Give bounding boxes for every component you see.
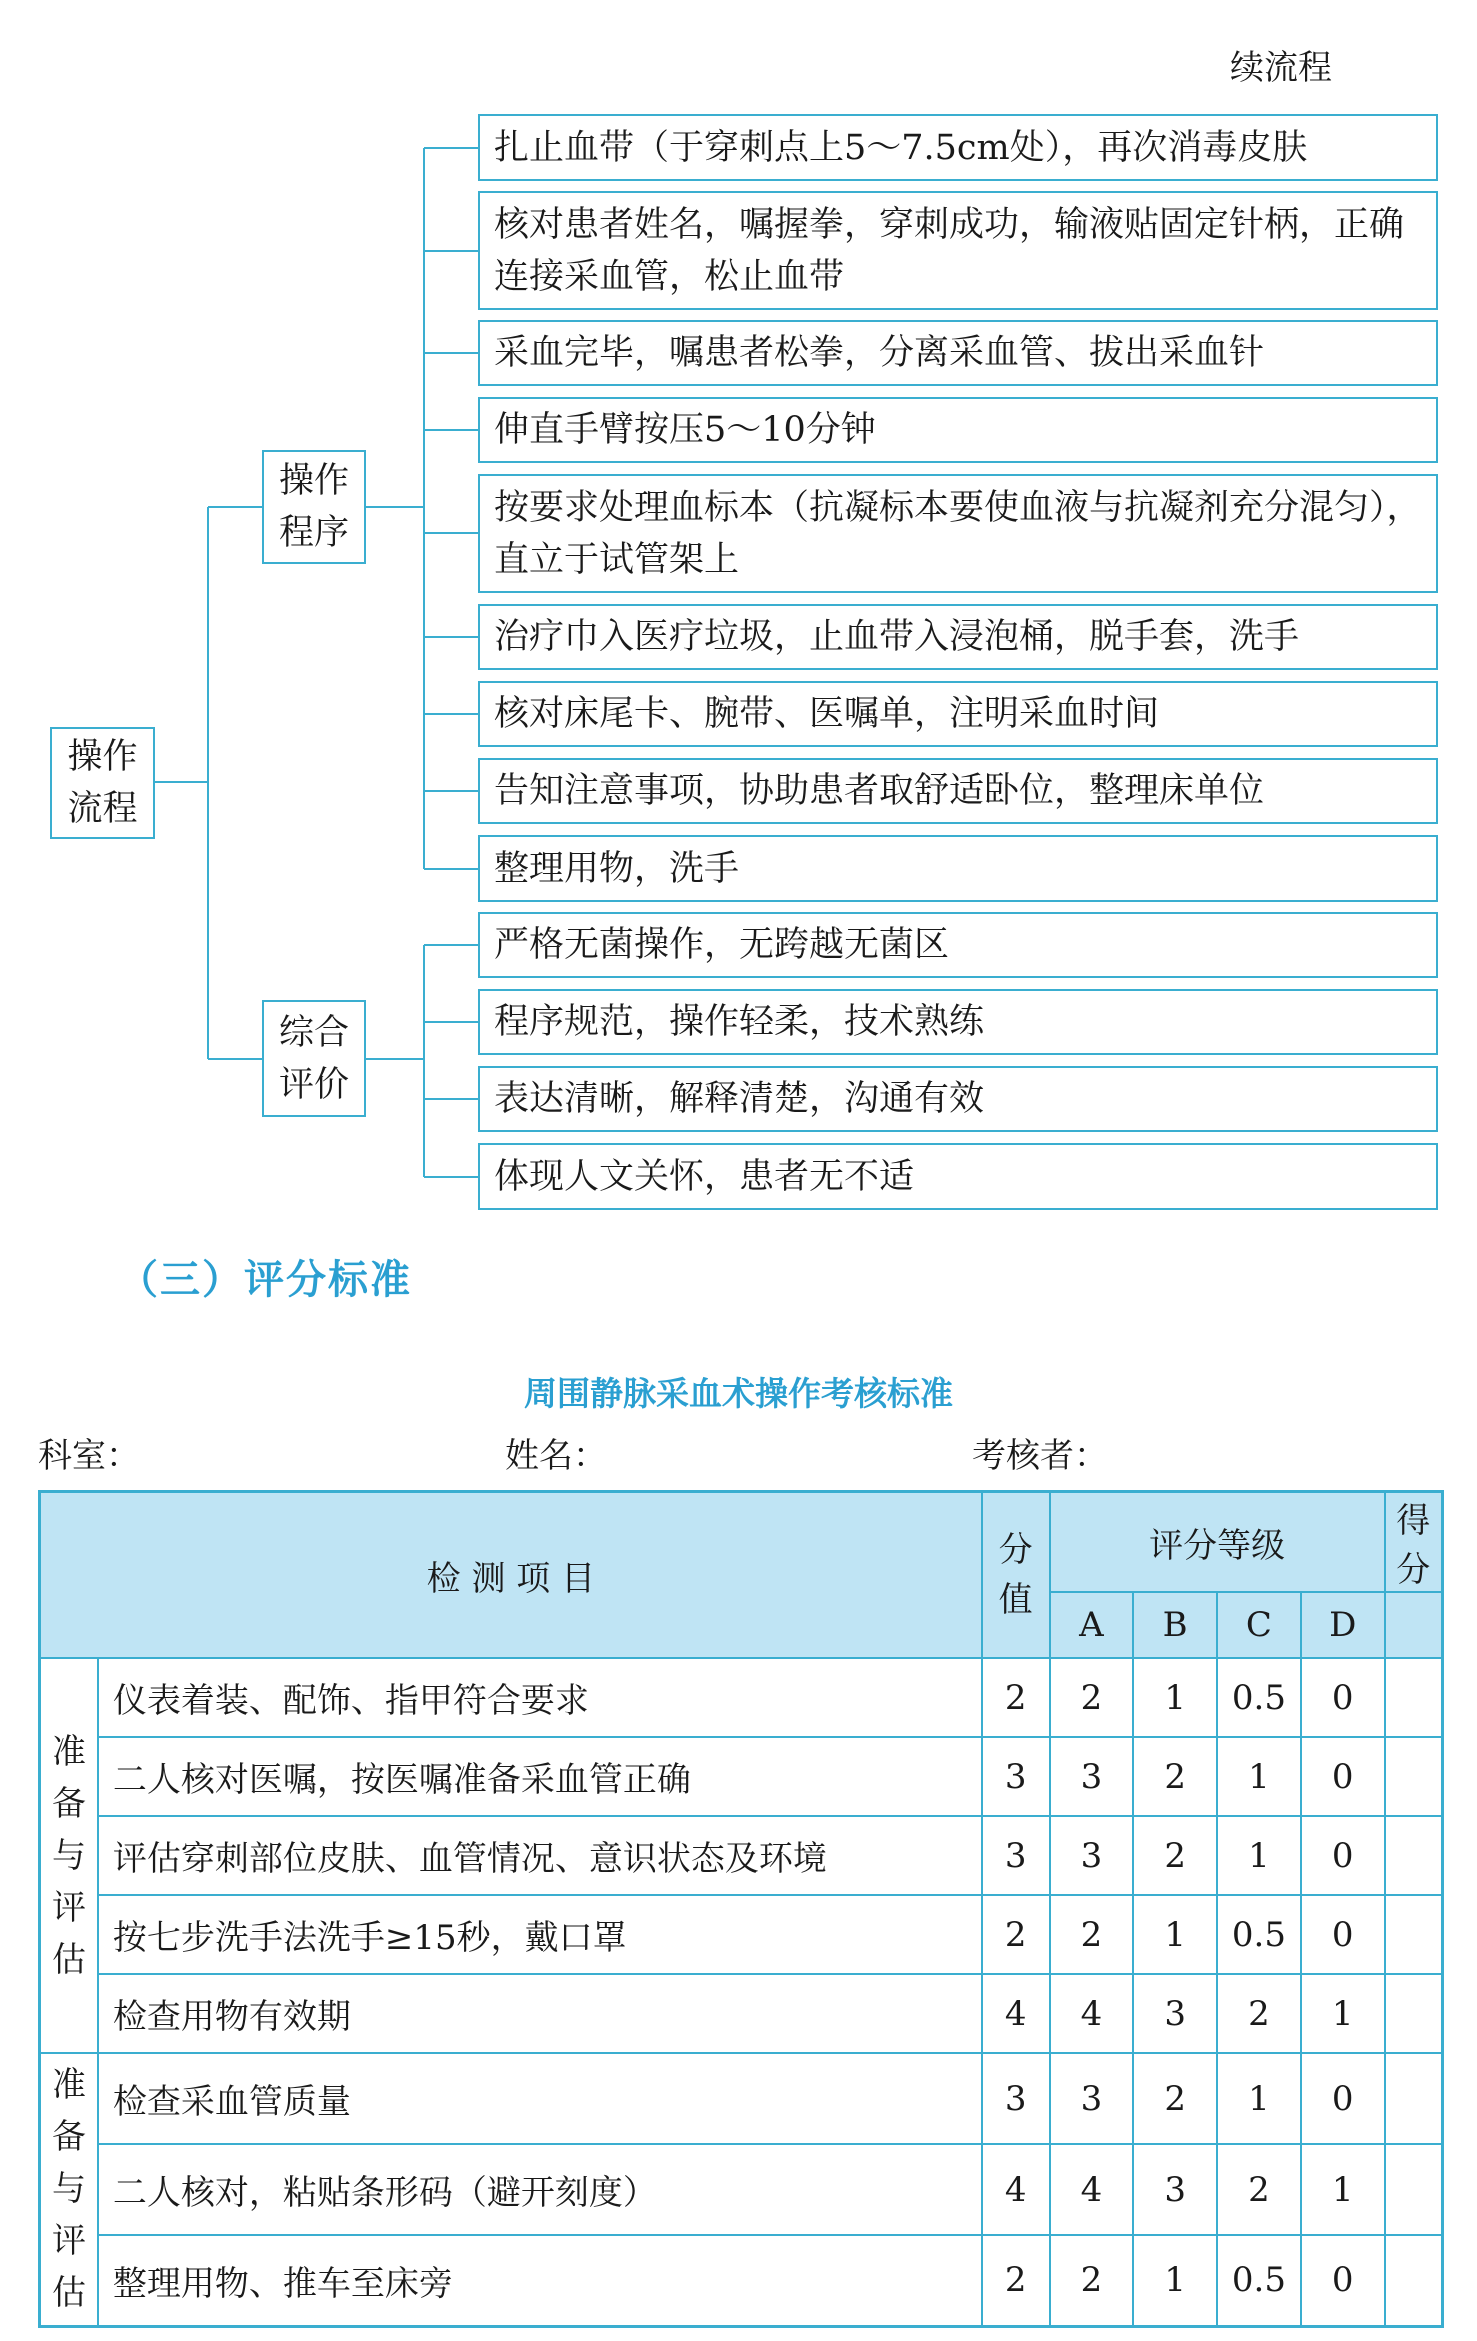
grade-a-cell: 3 [1050, 2053, 1134, 2144]
procedure-step-3 [478, 320, 1438, 386]
grade-a-cell: 4 [1050, 1974, 1134, 2053]
category-cell [40, 1658, 98, 2053]
grade-c-cell: 0.5 [1217, 2235, 1301, 2326]
procedure-step-7-text: 核对床尾卡、腕带、医嘱单，注明采血时间 [494, 694, 1160, 734]
score-cell: 3 [982, 1737, 1050, 1816]
category-char: 备 [51, 2117, 86, 2158]
item-cell: 二人核对，粘贴条形码（避开刻度） [98, 2144, 982, 2235]
flow-root-line-2: 流程 [67, 789, 138, 829]
score-cell: 4 [982, 2144, 1050, 2235]
result-cell[interactable] [1385, 2053, 1443, 2144]
procedure-step-4-text: 伸直手臂按压5～10分钟 [494, 410, 876, 450]
grade-c-cell: 1 [1217, 1737, 1301, 1816]
evaluation-category-line-2: 评价 [278, 1064, 349, 1105]
procedure-step-2 [478, 191, 1438, 310]
category-char: 估 [51, 1939, 86, 1980]
grade-a-cell: 3 [1050, 1816, 1134, 1895]
grade-d-header: D [1301, 1592, 1385, 1658]
score-cell: 3 [982, 2053, 1050, 2144]
header-score [982, 1492, 1050, 1659]
table-row [40, 1658, 1443, 1737]
category-cell [40, 2053, 98, 2326]
category-char: 与 [51, 2169, 86, 2210]
score-cell: 3 [982, 1816, 1050, 1895]
evaluation-item-1-text: 严格无菌操作，无跨越无菌区 [494, 925, 950, 965]
procedure-step-6-text: 治疗巾入医疗垃圾，止血带入浸泡桶，脱手套，洗手 [494, 617, 1300, 657]
grade-b-cell: 2 [1133, 1737, 1217, 1816]
evaluation-category-box [262, 1000, 366, 1117]
grade-a-cell: 2 [1050, 1895, 1134, 1974]
table-header-row-1 [40, 1492, 1443, 1593]
flow-root-line-1: 操作 [67, 737, 138, 777]
score-cell: 2 [982, 2235, 1050, 2326]
grade-b-cell: 2 [1133, 2053, 1217, 2144]
header-result: 得分 [1385, 1492, 1443, 1593]
grade-b-cell: 1 [1133, 1895, 1217, 1974]
procedure-step-6 [478, 604, 1438, 670]
grade-a-cell: 3 [1050, 1737, 1134, 1816]
procedure-step-5 [478, 474, 1438, 593]
procedure-step-1 [478, 114, 1438, 181]
header-result-blank [1385, 1592, 1443, 1658]
table-title: 周围静脉采血术操作考核标准 [524, 1374, 953, 1413]
procedure-step-2-line-2: 连接采血管，松止血带 [494, 256, 845, 297]
grade-d-cell: 1 [1301, 2144, 1385, 2235]
table-row [40, 2053, 1443, 2144]
result-cell[interactable] [1385, 1737, 1443, 1816]
grade-b-cell: 1 [1133, 2235, 1217, 2326]
category-char: 准 [51, 1731, 86, 1772]
evaluation-item-2-text: 程序规范，操作轻柔，技术熟练 [494, 1002, 985, 1042]
evaluation-item-3 [478, 1066, 1438, 1132]
grade-d-cell: 0 [1301, 1737, 1385, 1816]
table-row [40, 1895, 1443, 1974]
procedure-category-box [262, 450, 366, 564]
grade-d-cell: 0 [1301, 1658, 1385, 1737]
score-cell: 2 [982, 1658, 1050, 1737]
evaluation-category-line-1: 综合 [278, 1012, 349, 1053]
table-row [40, 2144, 1443, 2235]
table-row [40, 1737, 1443, 1816]
meta-examiner: 考核者： [972, 1436, 1108, 1476]
grade-c-cell: 0.5 [1217, 1658, 1301, 1737]
category-char: 评 [51, 1887, 86, 1928]
grade-d-cell: 1 [1301, 1974, 1385, 2053]
grade-d-cell: 0 [1301, 1895, 1385, 1974]
grade-c-header: C [1217, 1592, 1301, 1658]
category-char: 备 [51, 1783, 86, 1824]
header-score-line-1: 分 [998, 1530, 1033, 1570]
grade-c-cell: 2 [1217, 1974, 1301, 2053]
grade-b-cell: 1 [1133, 1658, 1217, 1737]
grade-b-header: B [1133, 1592, 1217, 1658]
result-cell[interactable] [1385, 1974, 1443, 2053]
grade-c-cell: 1 [1217, 2053, 1301, 2144]
evaluation-item-3-text: 表达清晰，解释清楚，沟通有效 [494, 1079, 985, 1119]
procedure-step-5-line-2: 直立于试管架上 [494, 539, 740, 580]
evaluation-item-4-text: 体现人文关怀，患者无不适 [494, 1156, 915, 1197]
score-table [38, 1490, 1444, 2328]
procedure-step-9-text: 整理用物，洗手 [494, 848, 740, 889]
grade-b-cell: 2 [1133, 1816, 1217, 1895]
section-title: （三）评分标准 [118, 1257, 412, 1303]
flow-root-box [50, 727, 155, 839]
procedure-category-line-1: 操作 [278, 461, 349, 501]
procedure-step-3-text: 采血完毕，嘱患者松拳，分离采血管、拔出采血针 [494, 333, 1265, 373]
grade-c-cell: 2 [1217, 2144, 1301, 2235]
item-cell: 整理用物、推车至床旁 [98, 2235, 982, 2326]
procedure-step-9 [478, 835, 1438, 902]
grade-c-cell: 1 [1217, 1816, 1301, 1895]
grade-c-cell: 0.5 [1217, 1895, 1301, 1974]
category-char: 与 [51, 1835, 86, 1876]
item-cell: 检查用物有效期 [98, 1974, 982, 2053]
grade-b-cell: 3 [1133, 2144, 1217, 2235]
grade-a-cell: 2 [1050, 1658, 1134, 1737]
evaluation-item-2 [478, 989, 1438, 1055]
evaluation-item-4 [478, 1143, 1438, 1210]
score-cell: 4 [982, 1974, 1050, 2053]
category-char: 评 [51, 2221, 86, 2262]
table-row [40, 2235, 1443, 2326]
procedure-step-4 [478, 397, 1438, 463]
score-cell: 2 [982, 1895, 1050, 1974]
item-cell: 二人核对医嘱，按医嘱准备采血管正确 [98, 1737, 982, 1816]
meta-dept: 科室： [38, 1436, 140, 1476]
header-grade: 评分等级 [1050, 1492, 1385, 1593]
category-char: 估 [51, 2273, 86, 2314]
item-cell: 评估穿刺部位皮肤、血管情况、意识状态及环境 [98, 1816, 982, 1895]
procedure-step-8-text: 告知注意事项，协助患者取舒适卧位，整理床单位 [494, 771, 1265, 811]
continuation-label: 续流程 [1230, 48, 1332, 88]
grade-a-cell: 2 [1050, 2235, 1134, 2326]
grade-d-cell: 0 [1301, 2053, 1385, 2144]
procedure-step-8 [478, 758, 1438, 824]
grade-a-cell: 4 [1050, 2144, 1134, 2235]
table-row [40, 1816, 1443, 1895]
procedure-step-1-text: 扎止血带（于穿刺点上5～7.5cm处），再次消毒皮肤 [494, 127, 1308, 168]
grade-a-header: A [1050, 1592, 1134, 1658]
procedure-step-2-line-1: 核对患者姓名，嘱握拳，穿刺成功，输液贴固定针柄，正确 [494, 204, 1405, 245]
header-score-line-2: 值 [998, 1580, 1033, 1620]
procedure-category-line-2: 程序 [278, 513, 349, 553]
meta-name: 姓名： [505, 1436, 607, 1476]
grade-d-cell: 0 [1301, 2235, 1385, 2326]
table-row [40, 1974, 1443, 2053]
item-cell: 仪表着装、配饰、指甲符合要求 [98, 1658, 982, 1737]
grade-d-cell: 0 [1301, 1816, 1385, 1895]
grade-b-cell: 3 [1133, 1974, 1217, 2053]
result-cell[interactable] [1385, 1658, 1443, 1737]
category-char: 准 [51, 2065, 86, 2106]
result-cell[interactable] [1385, 2144, 1443, 2235]
procedure-step-5-line-1: 按要求处理血标本（抗凝标本要使血液与抗凝剂充分混匀）， [494, 487, 1422, 528]
result-cell[interactable] [1385, 1895, 1443, 1974]
header-item: 检 测 项 目 [40, 1492, 982, 1659]
result-cell[interactable] [1385, 2235, 1443, 2326]
evaluation-item-1 [478, 912, 1438, 978]
item-cell: 按七步洗手法洗手≥15秒，戴口罩 [98, 1895, 982, 1974]
procedure-step-7 [478, 681, 1438, 747]
result-cell[interactable] [1385, 1816, 1443, 1895]
item-cell: 检查采血管质量 [98, 2053, 982, 2144]
